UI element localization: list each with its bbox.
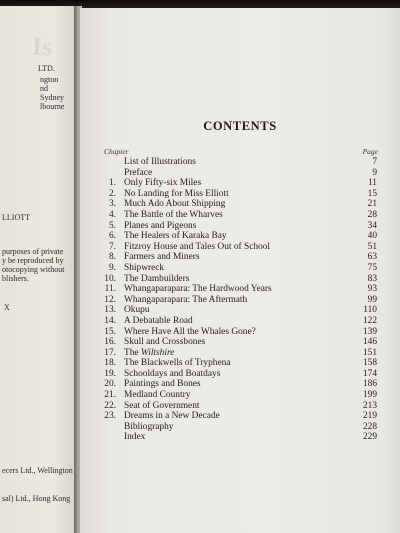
toc-entry (80, 358, 400, 369)
page-number: 219 (362, 411, 377, 422)
page-number: 15 (367, 188, 377, 199)
chapter-title: Whangaparapara: The Aftermath (124, 294, 248, 305)
table-of-contents (80, 157, 400, 443)
toc-entry (80, 422, 400, 433)
page-number: 213 (362, 400, 377, 411)
page-number: 9 (372, 167, 377, 178)
page-number: 28 (367, 209, 377, 220)
chapter-title: Preface (124, 167, 153, 178)
chapter-title: Skull and Crossbones (124, 337, 206, 348)
toc-entry (80, 199, 400, 210)
chapter-number: 4. (108, 209, 116, 220)
chapter-number: 23. (104, 411, 116, 422)
page-number: 151 (362, 347, 377, 358)
chapter-number: 16. (104, 337, 116, 348)
page-number: 83 (367, 273, 377, 284)
toc-entry (80, 327, 400, 338)
copyright-fragment: otocopying without (2, 265, 65, 274)
copyright-fragment: y be reproduced by (2, 256, 64, 265)
chapter-title: Shipwreck (124, 262, 165, 273)
left-page (0, 6, 76, 533)
page-number: 122 (362, 315, 377, 326)
chapter-number: 19. (104, 368, 116, 379)
chapter-number: 18. (104, 358, 116, 369)
chapter-title: Farmers and Miners (124, 252, 200, 263)
toc-entry (80, 231, 400, 242)
toc-entry (80, 242, 400, 253)
toc-entry (80, 263, 400, 274)
toc-entry (80, 168, 400, 179)
page-number: 63 (367, 252, 377, 263)
chapter-title: List of Illustrations (124, 157, 196, 167)
toc-entry (80, 348, 400, 359)
toc-entry (80, 379, 400, 390)
chapter-number: 12. (104, 294, 116, 305)
page-number: 40 (367, 231, 377, 242)
page-column-header: Page (362, 147, 378, 156)
chapter-number: 10. (104, 273, 116, 284)
toc-entry (80, 432, 400, 443)
bleed-through-text: Is (31, 31, 53, 62)
toc-entry (80, 411, 400, 422)
chapter-number: 11. (104, 284, 116, 295)
page-number: 146 (362, 337, 377, 348)
toc-entry (80, 369, 400, 380)
chapter-title: Where Have All the Whales Gone? (124, 326, 256, 337)
chapter-title: Only Fifty-six Miles (124, 178, 202, 189)
chapter-title: Paintings and Bones (124, 379, 201, 390)
chapter-number: 2. (108, 188, 116, 199)
toc-entry (80, 210, 400, 221)
chapter-title: Much Ado About Shipping (124, 199, 226, 210)
chapter-title: No Landing for Miss Elliott (124, 188, 229, 199)
toc-entry (80, 284, 400, 295)
copyright-fragment: blishers. (2, 274, 29, 283)
toc-entry (80, 157, 400, 168)
chapter-title: Index (124, 432, 146, 443)
page-number: 51 (367, 241, 377, 252)
chapter-number: 6. (108, 231, 116, 242)
chapter-number: 14. (104, 315, 116, 326)
page-number: 199 (362, 390, 377, 401)
contents-page (80, 8, 400, 533)
chapter-title: The Battle of the Wharves (124, 209, 223, 220)
publisher-fragment: Sydney (40, 93, 64, 102)
printer-fragment: ecers Ltd., Wellington (2, 466, 73, 475)
page-number: 186 (362, 379, 377, 390)
toc-entry (80, 252, 400, 263)
page-number: 7 (372, 157, 377, 167)
chapter-title: Fitzroy House and Tales Out of School (124, 241, 271, 252)
toc-entry (80, 337, 400, 348)
toc-entry (80, 274, 400, 285)
page-number: 158 (362, 358, 377, 369)
chapter-number: 22. (104, 400, 116, 411)
printer-fragment: sal) Ltd., Hong Kong (2, 494, 71, 503)
chapter-title: A Debatable Road (124, 315, 193, 326)
page-number: 99 (367, 294, 377, 305)
page-edge-shadow (386, 8, 400, 533)
page-number: 75 (367, 262, 377, 273)
chapter-title: Medland Country (124, 390, 191, 401)
author-fragment: LLIOTT (2, 213, 30, 222)
page-number: 34 (367, 220, 377, 231)
chapter-number: 21. (104, 390, 116, 401)
ship-name: Wiltshire (140, 347, 175, 358)
chapter-title: Dreams in a New Decade (124, 411, 220, 422)
chapter-number: 20. (104, 379, 116, 390)
publisher-fragment: lbourne (40, 102, 65, 111)
chapter-number: 3. (108, 199, 116, 210)
chapter-title: Seat of Government (124, 400, 200, 411)
chapter-number: 7. (108, 241, 116, 252)
toc-entry (80, 401, 400, 412)
chapter-number: 9. (108, 262, 116, 273)
chapter-number: 8. (108, 252, 116, 263)
chapter-number: 15. (104, 326, 116, 337)
publisher-fragment: ngton (40, 75, 59, 84)
chapter-column-header: Chapter (104, 147, 129, 156)
chapter-title: The Wiltshire (124, 347, 175, 358)
chapter-number: 5. (108, 220, 116, 231)
toc-entry (80, 305, 400, 316)
toc-entry (80, 178, 400, 189)
page-number: 21 (367, 199, 377, 210)
page-number: 228 (362, 421, 377, 432)
chapter-title: Okupu (124, 305, 150, 316)
toc-entry (80, 189, 400, 200)
isbn-fragment: X (4, 303, 10, 312)
publisher-fragment: nd (40, 84, 48, 93)
chapter-title: The Blackwells of Tryphena (124, 358, 231, 369)
toc-entry (80, 221, 400, 232)
chapter-title: Schooldays and Boatdays (124, 368, 221, 379)
chapter-title: Planes and Pigeons (124, 220, 197, 231)
page-number: 110 (363, 305, 377, 316)
page-number: 139 (362, 326, 377, 337)
publisher-fragment: LTD. (38, 64, 55, 73)
chapter-title: The Dambuilders (124, 273, 190, 284)
page-number: 11 (367, 178, 377, 189)
copyright-fragment: purposes of private (2, 247, 64, 256)
chapter-title: Bibliography (124, 421, 174, 432)
chapter-number: 17. (104, 347, 116, 358)
chapter-title: The Healers of Karaka Bay (124, 231, 227, 242)
chapter-number: 1. (108, 178, 116, 189)
page-number: 93 (367, 284, 377, 295)
chapter-title: Whangaparapara: The Hardwood Years (124, 284, 272, 295)
page-number: 229 (362, 432, 377, 443)
chapter-number: 13. (104, 305, 116, 316)
toc-entry (80, 390, 400, 401)
page-title: CONTENTS (203, 119, 277, 133)
toc-entry (80, 316, 400, 327)
page-number: 174 (362, 368, 377, 379)
toc-entry (80, 295, 400, 306)
